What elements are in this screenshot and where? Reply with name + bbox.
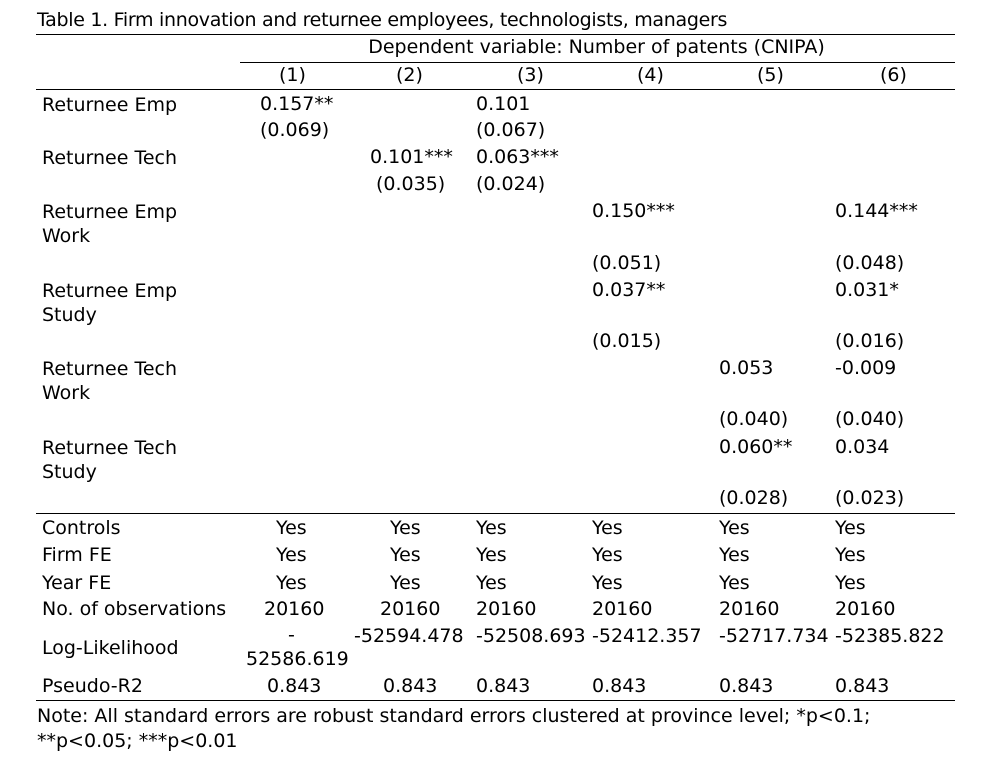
variable-label: Work bbox=[42, 382, 91, 404]
coef-cell: 0.037** bbox=[592, 279, 666, 301]
se-cell: (0.035) bbox=[376, 173, 446, 195]
column-header: (3) bbox=[517, 64, 544, 86]
se-cell: (0.023) bbox=[835, 487, 905, 509]
stat-cell: 0.843 bbox=[476, 675, 531, 697]
stat-cell: -52508.693 bbox=[476, 625, 586, 647]
variable-label: Work bbox=[42, 225, 91, 247]
stat-cell: Yes bbox=[390, 572, 421, 594]
stat-cell: Yes bbox=[476, 544, 507, 566]
stat-cell: 20160 bbox=[380, 598, 441, 620]
stat-cell: Yes bbox=[276, 572, 307, 594]
variable-label: Returnee Tech bbox=[42, 147, 178, 169]
se-cell: (0.051) bbox=[592, 252, 662, 274]
stat-label: No. of observations bbox=[42, 598, 227, 620]
se-cell: (0.016) bbox=[835, 330, 905, 352]
stat-cell: Yes bbox=[719, 544, 750, 566]
bottom-rule bbox=[36, 700, 955, 701]
table-note: Note: All standard errors are robust standard errors clustered at province level; *p<0.1; **p<0.05; ***p<0.01 bbox=[37, 705, 871, 752]
stat-cell: 20160 bbox=[835, 598, 896, 620]
stat-cell: -52385.822 bbox=[835, 625, 945, 647]
variable-label: Returnee Tech bbox=[42, 358, 178, 380]
stat-cell: -52717.734 bbox=[719, 625, 829, 647]
stat-label: Log-Likelihood bbox=[42, 637, 179, 659]
stat-cell: 20160 bbox=[264, 598, 325, 620]
coef-cell: 0.144*** bbox=[835, 200, 918, 222]
stat-cell: 0.843 bbox=[719, 675, 774, 697]
stat-cell: Yes bbox=[835, 544, 866, 566]
column-header: (2) bbox=[396, 64, 423, 86]
coef-cell: 0.053 bbox=[719, 357, 774, 379]
column-header: (4) bbox=[637, 64, 664, 86]
stat-cell: Yes bbox=[476, 517, 507, 539]
coef-cell: 0.101*** bbox=[370, 146, 453, 168]
stat-cell: Yes bbox=[592, 517, 623, 539]
coef-cell: 0.060** bbox=[719, 436, 793, 458]
se-cell: (0.067) bbox=[476, 119, 546, 141]
header-rule bbox=[36, 89, 955, 90]
stat-cell: -52594.478 bbox=[354, 625, 464, 647]
se-cell: (0.028) bbox=[719, 487, 789, 509]
variable-label: Returnee Emp bbox=[42, 201, 178, 223]
coef-cell: 0.031* bbox=[835, 279, 899, 301]
stat-label: Firm FE bbox=[42, 544, 112, 566]
stat-cell: Yes bbox=[835, 517, 866, 539]
se-cell: (0.048) bbox=[835, 252, 905, 274]
stat-cell: Yes bbox=[835, 572, 866, 594]
dependent-variable-header: Dependent variable: Number of patents (CNIPA) bbox=[368, 36, 825, 58]
stat-cell: Yes bbox=[276, 544, 307, 566]
stat-cell: 20160 bbox=[476, 598, 537, 620]
coef-cell: 0.034 bbox=[835, 436, 890, 458]
stat-cell: -52412.357 bbox=[592, 625, 702, 647]
stat-cell: - bbox=[288, 624, 295, 646]
stat-cell: Yes bbox=[719, 572, 750, 594]
stat-cell: 52586.619 bbox=[246, 648, 349, 670]
stat-cell: 0.843 bbox=[835, 675, 890, 697]
coef-cell: 0.157** bbox=[260, 93, 334, 115]
stat-cell: 20160 bbox=[719, 598, 780, 620]
stats-rule bbox=[36, 513, 955, 514]
se-cell: (0.024) bbox=[476, 173, 546, 195]
se-cell: (0.040) bbox=[835, 408, 905, 430]
variable-label: Returnee Tech bbox=[42, 437, 178, 459]
coef-cell: -0.009 bbox=[835, 357, 897, 379]
variable-label: Study bbox=[42, 304, 97, 326]
stat-cell: 0.843 bbox=[267, 675, 322, 697]
stat-label: Pseudo-R2 bbox=[42, 675, 143, 697]
stat-label: Year FE bbox=[42, 572, 112, 594]
stat-cell: Yes bbox=[390, 544, 421, 566]
column-header: (6) bbox=[880, 64, 907, 86]
stat-cell: Yes bbox=[592, 572, 623, 594]
table-title: Table 1. Firm innovation and returnee employees, technologists, managers bbox=[37, 9, 728, 31]
coef-cell: 0.063*** bbox=[476, 146, 559, 168]
stat-cell: Yes bbox=[276, 517, 307, 539]
se-cell: (0.069) bbox=[260, 119, 330, 141]
variable-label: Returnee Emp bbox=[42, 280, 178, 302]
coef-cell: 0.150*** bbox=[592, 200, 675, 222]
top-rule bbox=[36, 34, 955, 35]
se-cell: (0.040) bbox=[719, 408, 789, 430]
column-header: (5) bbox=[757, 64, 784, 86]
subheader-rule bbox=[240, 62, 955, 63]
stat-cell: 20160 bbox=[592, 598, 653, 620]
column-header: (1) bbox=[279, 64, 306, 86]
stat-cell: Yes bbox=[476, 572, 507, 594]
stat-label: Controls bbox=[42, 517, 121, 539]
stat-cell: 0.843 bbox=[383, 675, 438, 697]
stat-cell: Yes bbox=[719, 517, 750, 539]
se-cell: (0.015) bbox=[592, 330, 662, 352]
variable-label: Study bbox=[42, 461, 97, 483]
stat-cell: Yes bbox=[592, 544, 623, 566]
variable-label: Returnee Emp bbox=[42, 94, 178, 116]
stat-cell: 0.843 bbox=[592, 675, 647, 697]
stat-cell: Yes bbox=[390, 517, 421, 539]
coef-cell: 0.101 bbox=[476, 93, 531, 115]
